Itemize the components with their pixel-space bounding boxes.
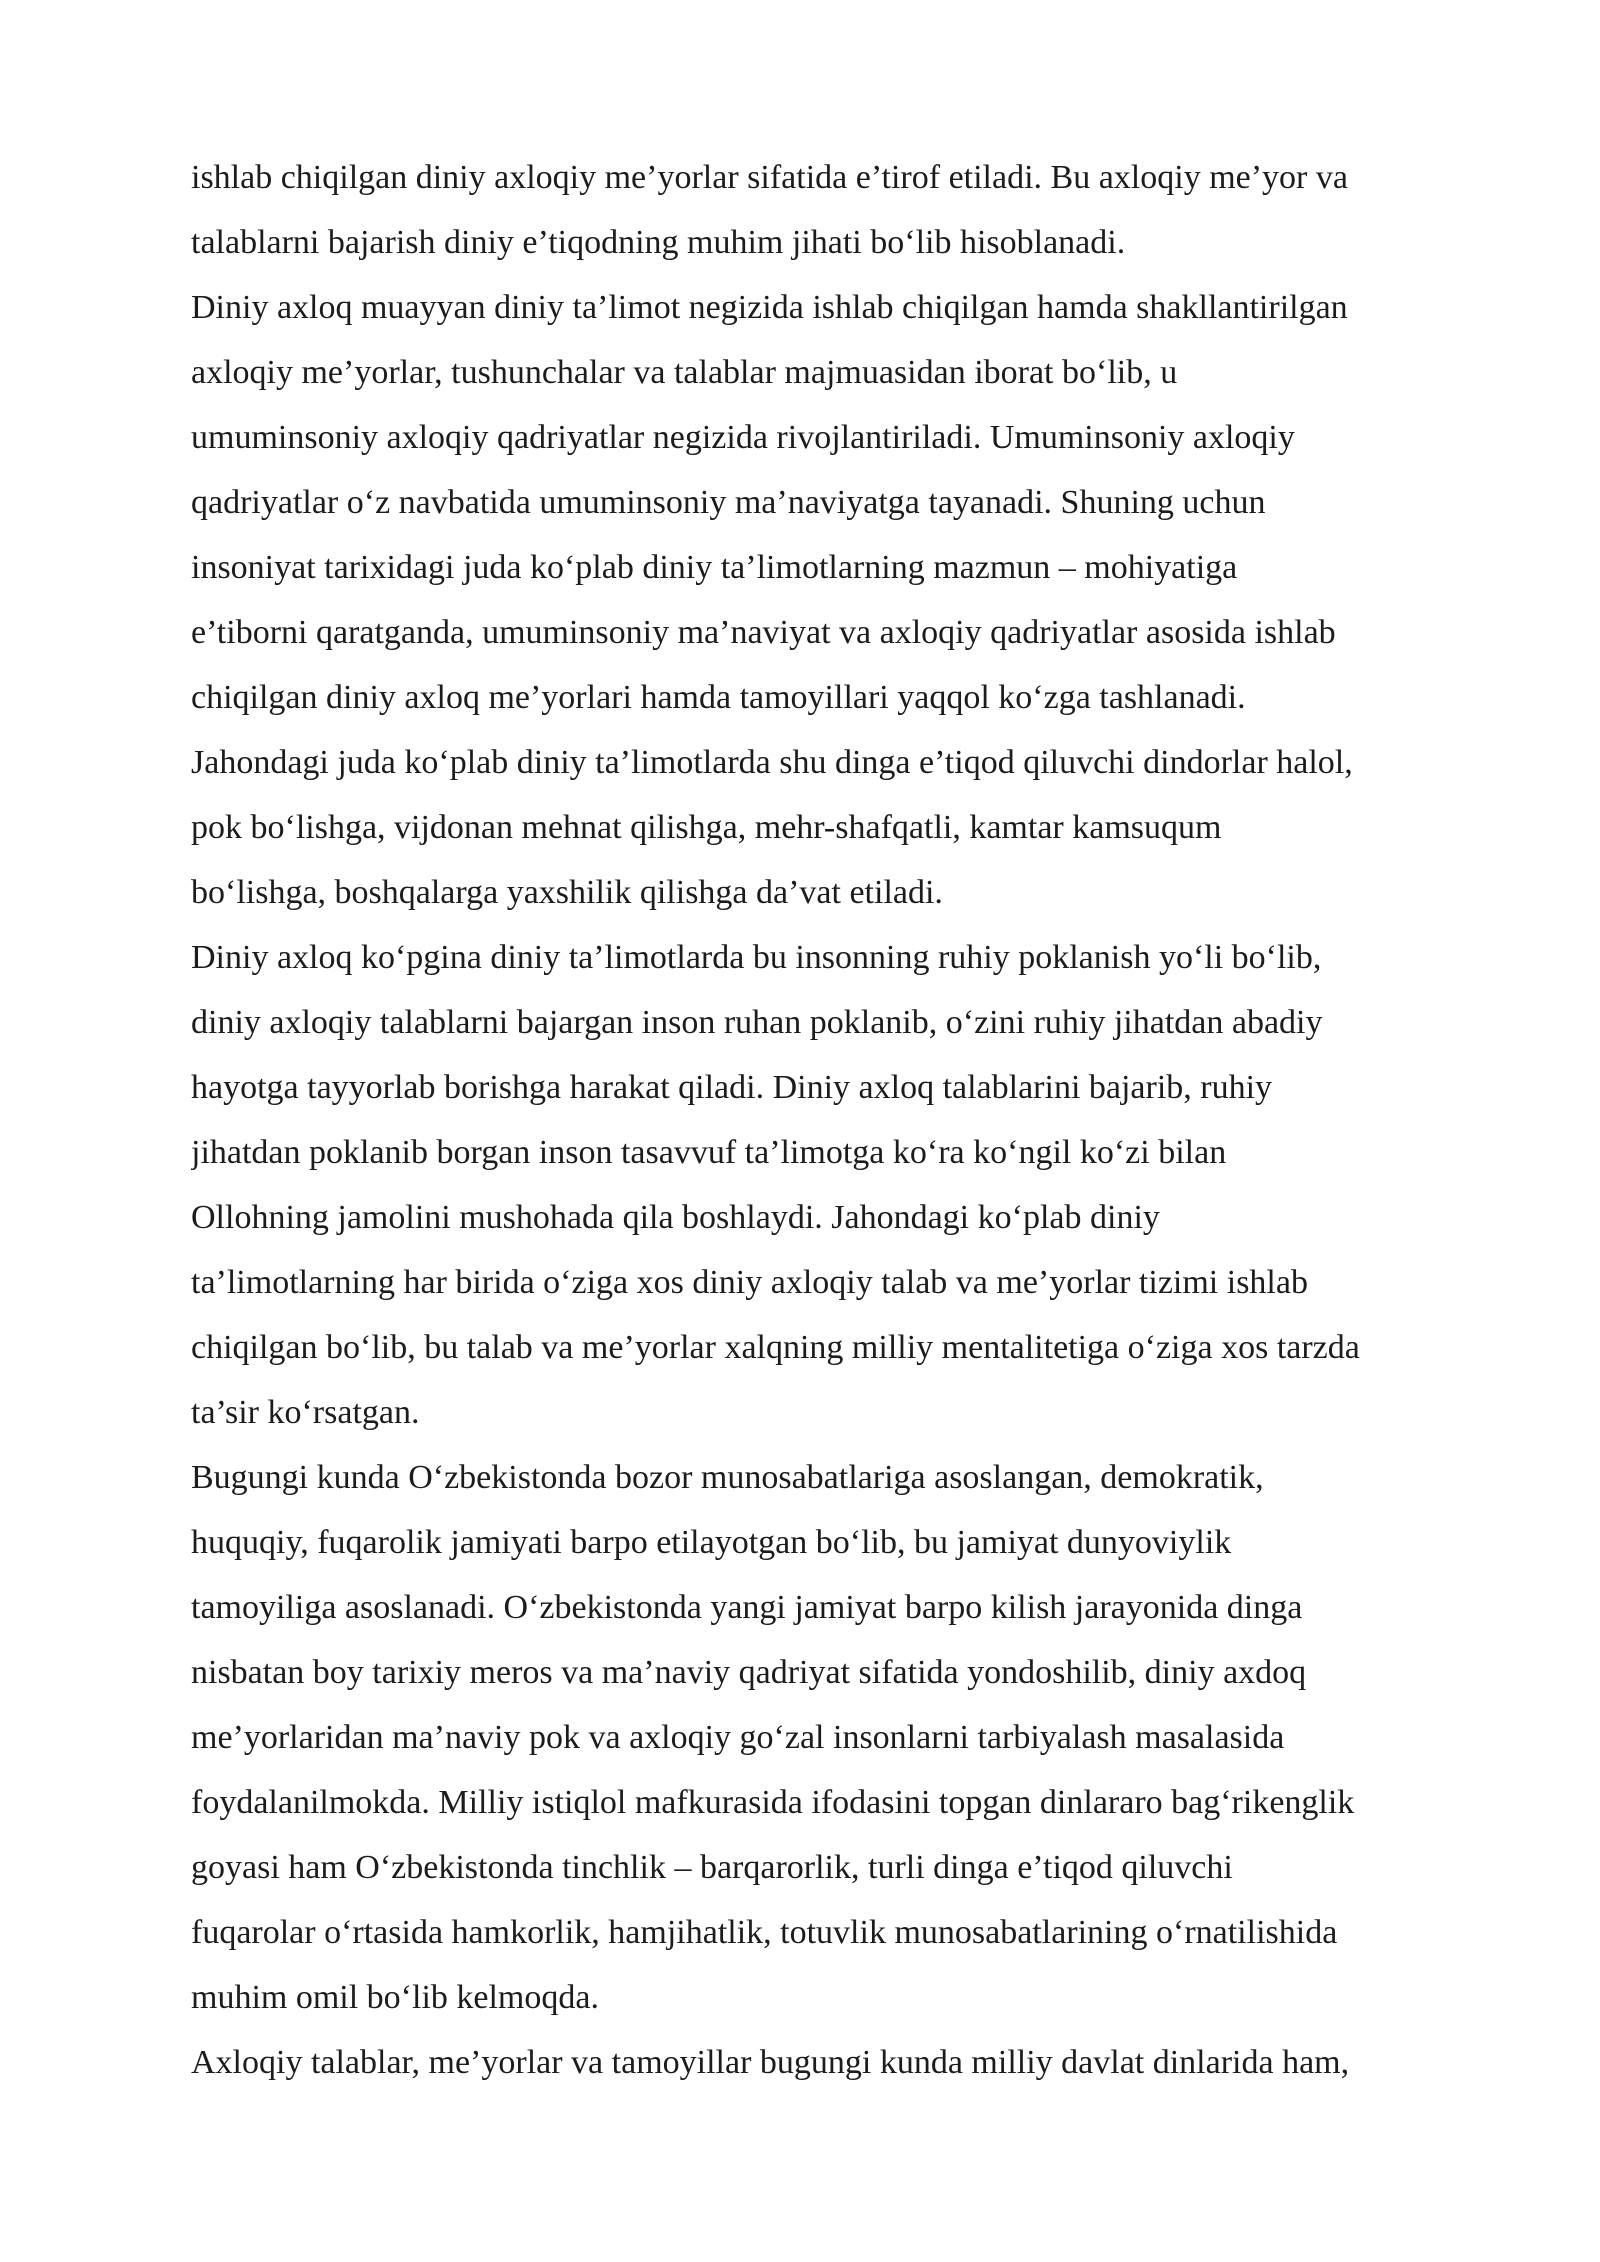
text-line: diniy axloqiy talablarni bajargan inson ruhan poklanib, o‘zini ruhiy jihatdan abadiy	[191, 1004, 1323, 1041]
text-line: nisbatan boy tarixiy meros va ma’naviy qadriyat sifatida yondoshilib, diniy axdoq	[191, 1654, 1307, 1691]
text-line: tamoyiliga asoslanadi. O‘zbekistonda yangi jamiyat barpo kilish jarayonida dinga	[191, 1589, 1303, 1626]
text-line: qadriyatlar o‘z navbatida umuminsoniy ma’naviyatga tayanadi. Shuning uchun	[191, 484, 1266, 521]
text-line: e’tiborni qaratganda, umuminsoniy ma’naviyat va axloqiy qadriyatlar asosida ishlab	[191, 614, 1336, 651]
text-line: muhim omil bo‘lib kelmoqda.	[191, 1979, 599, 2016]
text-line: fuqarolar o‘rtasida hamkorlik, hamjihatlik, totuvlik munosabatlarining o‘rnatilishida	[191, 1914, 1338, 1951]
text-line: Jahondagi juda ko‘plab diniy ta’limotlarda shu dinga e’tiqod qiluvchi dindorlar halol,	[191, 744, 1353, 781]
text-line: chiqilgan diniy axloq me’yorlari hamda tamoyillari yaqqol ko‘zga tashlanadi.	[191, 679, 1246, 716]
text-line: pok bo‘lishga, vijdonan mehnat qilishga, mehr-shafqatli, kamtar kamsuqum	[191, 809, 1222, 846]
text-line: Bugungi kunda O‘zbekistonda bozor munosabatlariga asoslangan, demokratik,	[191, 1459, 1264, 1496]
text-line: huquqiy, fuqarolik jamiyati barpo etilayotgan bo‘lib, bu jamiyat dunyoviylik	[191, 1524, 1232, 1561]
document-body	[191, 145, 1551, 2095]
text-line: me’yorlaridan ma’naviy pok va axloqiy go‘zal insonlarni tarbiyalash masalasida	[191, 1719, 1285, 1756]
text-line: foydalanilmokda. Milliy istiqlol mafkurasida ifodasini topgan dinlararo bag‘rikenglik	[191, 1784, 1355, 1821]
text-line: hayotga tayyorlab borishga harakat qiladi. Diniy axloq talablarini bajarib, ruhiy	[191, 1069, 1273, 1106]
text-line: talablarni bajarish diniy e’tiqodning muhim jihati bo‘lib hisoblanadi.	[191, 224, 1126, 261]
text-line: goyasi ham O‘zbekistonda tinchlik – barqarorlik, turli dinga e’tiqod qiluvchi	[191, 1849, 1233, 1886]
text-line: jihatdan poklanib borgan inson tasavvuf ta’limotga ko‘ra ko‘ngil ko‘zi bilan	[191, 1134, 1227, 1171]
text-line: Axloqiy talablar, me’yorlar va tamoyillar bugungi kunda milliy davlat dinlarida ham,	[191, 2044, 1350, 2081]
text-line: ta’limotlarning har birida o‘ziga xos diniy axloqiy talab va me’yorlar tizimi ishlab	[191, 1264, 1308, 1301]
text-line: ta’sir ko‘rsatgan.	[191, 1394, 420, 1431]
text-line: chiqilgan bo‘lib, bu talab va me’yorlar xalqning milliy mentalitetiga o‘ziga xos tarzda	[191, 1329, 1360, 1366]
text-line: umuminsoniy axloqiy qadriyatlar negizida rivojlantiriladi. Umuminsoniy axloqiy	[191, 419, 1295, 456]
text-line: Ollohning jamolini mushohada qila boshlaydi. Jahondagi ko‘plab diniy	[191, 1199, 1160, 1236]
text-line: bo‘lishga, boshqalarga yaxshilik qilishga da’vat etiladi.	[191, 874, 943, 911]
text-line: ishlab chiqilgan diniy axloqiy me’yorlar sifatida e’tirof etiladi. Bu axloqiy me’yor va	[191, 159, 1348, 196]
text-line: Diniy axloq ko‘pgina diniy ta’limotlarda bu insonning ruhiy poklanish yo‘li bo‘lib,	[191, 939, 1322, 976]
text-line: axloqiy me’yorlar, tushunchalar va talablar majmuasidan iborat bo‘lib, u	[191, 354, 1178, 391]
text-line: Diniy axloq muayyan diniy ta’limot negizida ishlab chiqilgan hamda shakllantirilgan	[191, 289, 1348, 326]
text-line: insoniyat tarixidagi juda ko‘plab diniy ta’limotlarning mazmun – mohiyatiga	[191, 549, 1238, 586]
